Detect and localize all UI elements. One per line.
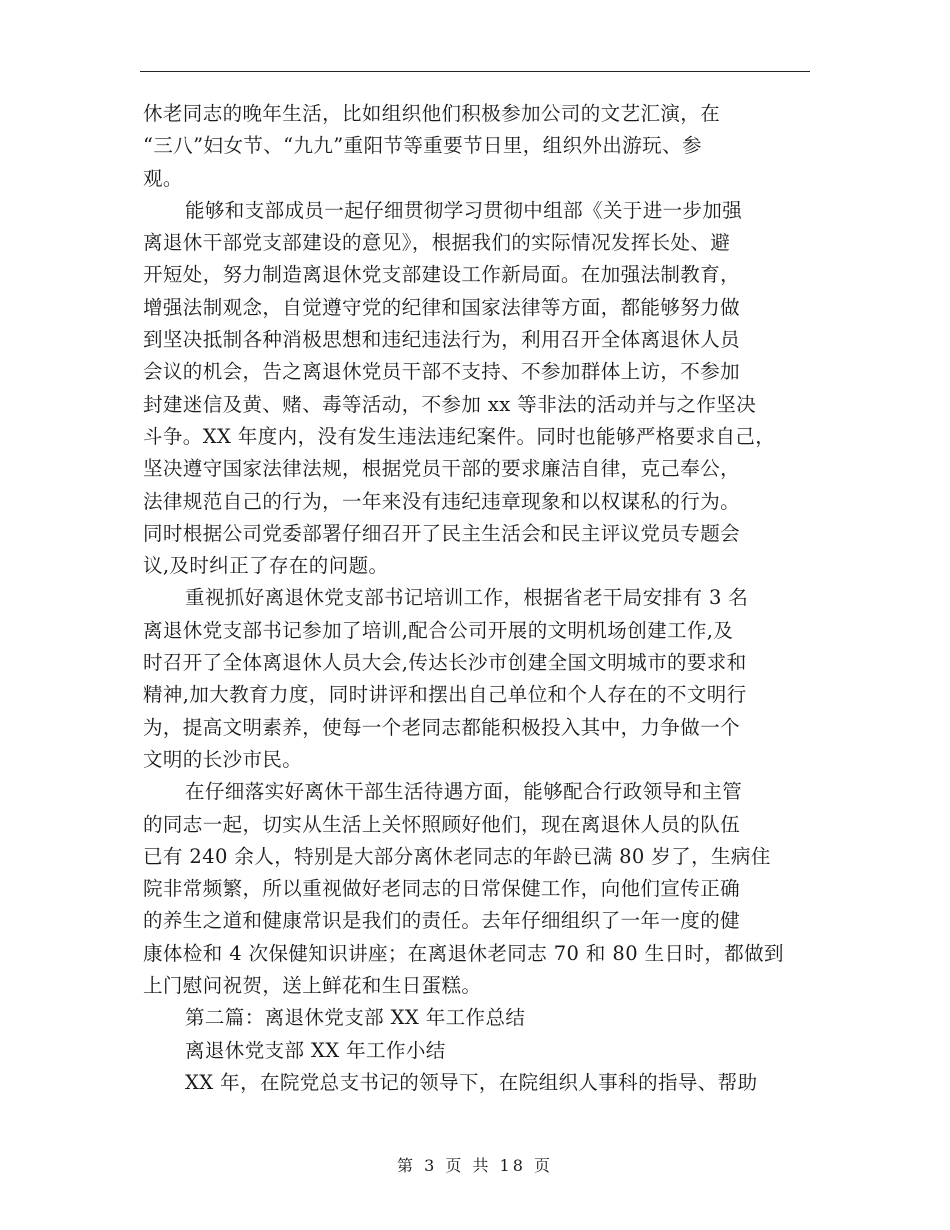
text-line: 的同志一起，切实从生活上关怀照顾好他们，现在离退休人员的队伍 xyxy=(143,812,741,836)
text-line: 的养生之道和健康常识是我们的责任。去年仔细组织了一年一度的健 xyxy=(143,909,741,933)
paragraph-start: XX 年，在院党总支书记的领导下，在院组织人事科的指导、帮助 xyxy=(185,1070,758,1094)
text-line: 离退休干部党支部建设的意见》，根据我们的实际情况发挥长处、避 xyxy=(143,231,731,255)
page-number: 第 3 页 共 18 页 xyxy=(397,1156,553,1175)
text-line: 文明的长沙市民。 xyxy=(143,747,303,771)
text-line: 封建迷信及黄、赌、毒等活动，不参加 xx 等非法的活动并与之作坚决 xyxy=(143,392,757,416)
text-line: 精神,加大教育力度，同时讲评和摆出自己单位和个人存在的不文明行 xyxy=(143,683,747,707)
text-line: 时召开了全体离退休人员大会,传达长沙市创建全国文明城市的要求和 xyxy=(143,651,747,675)
text-line: “三八”妇女节、“九九”重阳节等重要节日里，组织外出游玩、参 xyxy=(143,134,702,158)
text-line: 开短处，努力制造离退休党支部建设工作新局面。在加强法制教育， xyxy=(143,263,741,287)
paragraph-start: 在仔细落实好离休干部生活待遇方面，能够配合行政领导和主管 xyxy=(185,780,743,804)
body-text xyxy=(143,98,823,1099)
text-line: 已有 240 余人，特别是大部分离休老同志的年龄已满 80 岁了，生病住 xyxy=(143,844,771,868)
text-line: 到坚决抵制各种消极思想和违纪违法行为，利用召开全体离退休人员 xyxy=(143,328,741,352)
text-line: 离退休党支部书记参加了培训,配合公司开展的文明机场创建工作,及 xyxy=(143,618,734,642)
text-line: 法律规范自己的行为，一年来没有违纪违章现象和以权谋私的行为。 xyxy=(143,489,741,513)
section-heading: 第二篇：离退休党支部 XX 年工作总结 xyxy=(185,1006,526,1030)
text-line: 休老同志的晚年生活，比如组织他们积极参加公司的文艺汇演，在 xyxy=(143,102,721,125)
text-line: 会议的机会，告之离退休党员干部不支持、不参加群体上访，不参加 xyxy=(143,360,741,384)
paragraph-start: 重视抓好离退休党支部书记培训工作，根据省老干局安排有 3 名 xyxy=(185,586,749,610)
text-line: 增强法制观念，自觉遵守党的纪律和国家法律等方面，都能够努力做 xyxy=(143,295,741,319)
text-line: 上门慰问祝贺，送上鲜花和生日蛋糕。 xyxy=(143,974,482,998)
subsection-heading: 离退休党支部 XX 年工作小结 xyxy=(185,1038,446,1062)
text-line: 坚决遵守国家法律法规，根据党员干部的要求廉洁自律，克己奉公， xyxy=(143,457,741,481)
text-line: 康体检和 4 次保健知识讲座；在离退休老同志 70 和 80 生日时，都做到 xyxy=(143,941,784,965)
text-line: 院非常频繁，所以重视做好老同志的日常保健工作，向他们宣传正确 xyxy=(143,877,741,901)
text-line: 议,及时纠正了存在的问题。 xyxy=(143,554,389,578)
paragraph-start: 能够和支部成员一起仔细贯彻学习贯彻中组部《关于进一步加强 xyxy=(185,198,743,222)
text-line: 为，提高文明素养，使每一个老同志都能积极投入其中，力争做一个 xyxy=(143,715,741,739)
text-line: 同时根据公司党委部署仔细召开了民主生活会和民主评议党员专题会 xyxy=(143,521,741,545)
header-rule xyxy=(140,71,810,72)
text-line: 斗争。XX 年度内，没有发生违法违纪案件。同时也能够严格要求自己， xyxy=(143,424,776,448)
text-line: 观。 xyxy=(143,166,183,190)
